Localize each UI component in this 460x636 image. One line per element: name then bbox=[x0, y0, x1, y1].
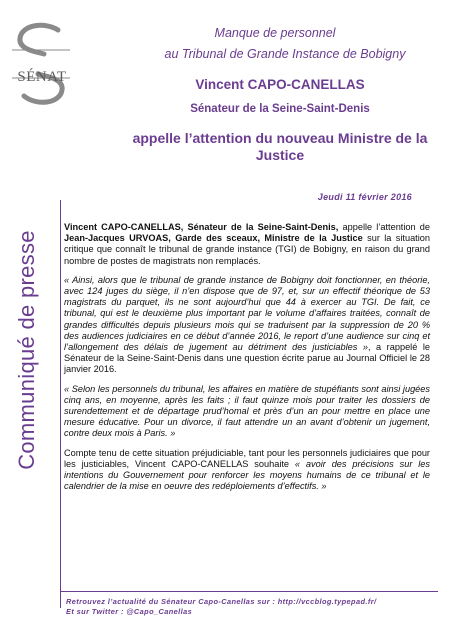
senator-name: Vincent CAPO-CANELLAS bbox=[195, 77, 365, 92]
footer-line2: Et sur Twitter : @Capo_Canellas bbox=[66, 606, 193, 616]
headline-line1: Manque de personnel bbox=[214, 26, 336, 40]
footer-line1: Retrouvez l’actualité du Sénateur Capo-Canellas sur : http://vccblog.typepad.fr/ bbox=[66, 597, 377, 606]
side-label bbox=[4, 200, 50, 500]
headline-line2: au Tribunal de Grande Instance de Bobigny bbox=[164, 47, 406, 61]
p1-text-1: appelle l’attention de bbox=[338, 222, 430, 232]
paragraph-4 bbox=[64, 448, 430, 493]
paragraph-2 bbox=[64, 275, 430, 376]
p1-bold-1: Vincent CAPO-CANELLAS, Sénateur de la Seine-Saint-Denis, bbox=[64, 222, 339, 232]
senat-logo-text: SÉNAT bbox=[17, 69, 67, 85]
p4-text: Compte tenu de cette situation préjudiciable, tant pour les personnels judiciaires que pour les justiciables, Vincent CAPO-CANELLAS souhaite bbox=[64, 447, 430, 469]
p2-quote: « Ainsi, alors que le tribunal de grande instance de Bobigny doit fonctionner, en théorie, avec 124 juges du siège, il n’en dispose que de 97, et, sur un effectif théorique de 53 magistrats du parquet, ils ne sont aujourd’hui que 44 à exercer au TGI. De fait, ce tribunal, qui est le deuxième plus important par le volume d’affaires traitées, connaît de grandes difficultés depuis plusieurs mois qui se traduisent par la suppression de 20 % des audiences judiciaires en ce début d’année 2016, le report d’une audience sur cinq et l’allongement des délais de jugement au détriment des justiciables » bbox=[64, 274, 430, 353]
senator-role: Sénateur de la Seine-Saint-Denis bbox=[190, 103, 370, 115]
headline-call: appelle l’attention du nouveau Ministre de la Justice bbox=[132, 130, 428, 163]
side-label-text: Communiqué de presse bbox=[14, 230, 39, 470]
footer bbox=[66, 597, 436, 616]
release-date: Jeudi 11 février 2016 bbox=[317, 192, 412, 202]
paragraph-1 bbox=[64, 222, 430, 267]
p1-text-2: sur la situation critique que connaît le tribunal de grande instance (TGI) de Bobigny, en raison du grand nombre de postes de magistrats non remplacés. bbox=[64, 233, 430, 266]
press-release-body bbox=[64, 222, 430, 500]
p4-quote: « avoir des précisions sur les intentions du Gouvernement pour renforcer les moyens humains de ce tribunal et le calendrier de la mise en oeuvre des redéploiements d’effectifs. » bbox=[64, 458, 430, 492]
p1-bold-2: Jean-Jacques URVOAS, Garde des sceaux, Ministre de la Justice bbox=[64, 233, 363, 244]
paragraph-3: « Selon les personnels du tribunal, les affaires en matière de stupéfiants sont ainsi jugées cinq ans, en moyenne, après les faits ; il faut quinze mois pour traiter les dossiers de surendettement et de départage prud’homal et près d’un an pour mettre en place une mesure éducative. Pour un divorce, il faut attendre un an avant d’obtenir un jugement, contre deux mois à Paris. » bbox=[64, 383, 430, 439]
p2-text: , a rappelé le Sénateur de la Seine-Saint-Denis dans une question écrite parue au Journal Officiel le 28 janvier 2016. bbox=[64, 342, 430, 375]
senat-logo-icon bbox=[8, 20, 74, 108]
side-divider bbox=[60, 200, 61, 608]
footer-divider bbox=[60, 591, 438, 592]
senat-logo bbox=[8, 20, 74, 108]
